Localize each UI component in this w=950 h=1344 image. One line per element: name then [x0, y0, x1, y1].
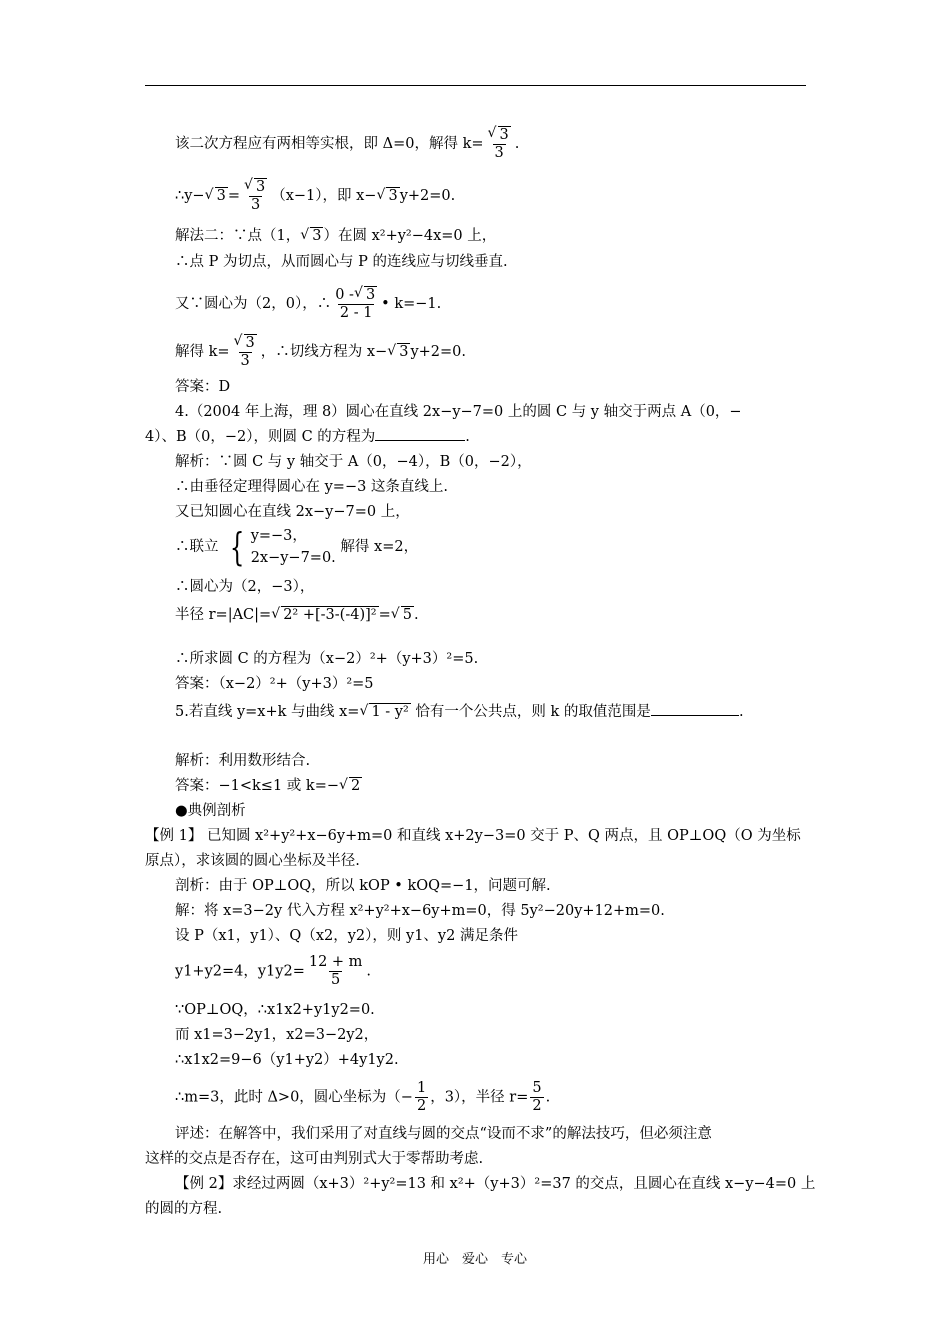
header-rule: [145, 85, 806, 86]
line-15: [175, 603, 419, 627]
sqrt: [235, 334, 257, 352]
sqrt: [301, 224, 323, 248]
line-14: ∴圆心为（2，−3），: [175, 579, 315, 595]
sqrt: [340, 774, 362, 798]
radicand: 2: [351, 778, 361, 794]
numerator: 12 + m: [308, 954, 363, 970]
line-30: ∴x1x2=9−6（y1+y2）+4y1y2.: [175, 1052, 399, 1068]
text: .: [366, 963, 372, 980]
radicand: 3: [388, 188, 398, 204]
text: ）在圆 x²+y²−4x=0 上，: [323, 228, 497, 244]
text: .: [413, 607, 419, 623]
fraction-sqrt3-over-3: [232, 334, 259, 370]
line-12: 又已知圆心在直线 2x−y−7=0 上，: [175, 504, 410, 520]
line-8: 4.（2004 年上海，理 8）圆心在直线 2x−y−7=0 上的圆 C 与 y 轴交于两点 A（0，−: [175, 404, 742, 420]
text: .: [465, 429, 470, 445]
radicand: 3: [216, 188, 226, 204]
denominator: 3: [240, 353, 250, 369]
left-brace: {: [229, 525, 244, 569]
line-35: 的圆的方程.: [145, 1201, 223, 1217]
radicand: 3: [245, 335, 255, 351]
radicand: 3: [399, 344, 409, 360]
line-7: 答案：D: [175, 379, 231, 395]
sqrt: [360, 700, 410, 724]
section-heading: ●典例剖析: [175, 803, 246, 819]
text: 解法二：∵点（1，: [175, 228, 301, 244]
radicand: 3: [255, 179, 266, 195]
denominator: 3: [250, 197, 261, 213]
text: 解得 k=: [175, 344, 230, 360]
fraction-12m-over-5: [307, 954, 365, 989]
line-11: ∴由垂径定理得圆心在 y=−3 这条直线上.: [175, 479, 449, 495]
text: .: [738, 704, 744, 720]
line-29: 而 x1=3−2y1，x2=3−2y2，: [175, 1027, 379, 1043]
line-32: 评述：在解答中，我们采用了对直线与圆的交点“设而不求”的解法技巧，但必须注意: [175, 1126, 712, 1142]
line-1: [175, 126, 519, 162]
text: .: [545, 1089, 551, 1106]
denominator: 3: [494, 145, 504, 161]
fraction-1-over-2: [415, 1080, 428, 1115]
sqrt: [206, 184, 228, 208]
equation-2: 2x−y−7=0.: [250, 550, 336, 566]
sqrt: [245, 178, 267, 196]
sqrt: [388, 340, 410, 364]
line-3: [175, 224, 496, 248]
denominator: 2: [416, 1098, 427, 1114]
text: • k=−1.: [381, 296, 442, 312]
line-2: [175, 178, 455, 214]
text: 恰有一个公共点，则 k 的取值范围是: [415, 704, 651, 720]
line-27: [175, 954, 371, 989]
text: y1+y2=4，y1y2=: [175, 963, 305, 980]
text: （x−1），即 x−: [271, 188, 377, 204]
text: ∴y−: [175, 188, 205, 204]
fraction-slope: [333, 286, 379, 322]
text: 答案：−1<k≤1 或 k=−: [175, 778, 339, 794]
text: =: [227, 188, 240, 204]
line-26: 设 P（x1，y1）、Q（x2，y2），则 y1、y2 满足条件: [175, 928, 518, 944]
text: ，∴切线方程为 x−: [260, 344, 388, 360]
numerator: 5: [532, 1080, 542, 1096]
fraction-sqrt3-over-3: [486, 126, 513, 162]
line-10: 解析：∵圆 C 与 y 轴交于 A（0，−4），B（0，−2），: [175, 454, 532, 470]
line-17: 答案：（x−2）²+（y+3）²=5: [175, 676, 374, 692]
denominator: 5: [331, 972, 341, 988]
fraction-5-over-2: [530, 1080, 543, 1115]
line-9: [145, 425, 470, 449]
line-19: 解析：利用数形结合.: [175, 753, 311, 769]
text: 该二次方程应有两相等实根，即 Δ=0，解得 k=: [175, 136, 484, 152]
radicand: 5: [402, 607, 412, 623]
sqrt: [489, 126, 511, 144]
line-5: [175, 286, 441, 322]
text: 又∵圆心为（2，0），∴: [175, 296, 332, 312]
sqrt: [377, 184, 399, 208]
line-6: [175, 334, 466, 370]
text: ∴联立: [175, 539, 219, 555]
radicand: 3: [365, 287, 376, 303]
sqrt: [392, 603, 414, 627]
line-24: 剖析：由于 OP⊥OQ，所以 kOP • kOQ=−1，问题可解.: [175, 878, 551, 894]
line-18: [175, 700, 744, 724]
line-33: 这样的交点是否存在，这可由判别式大于零帮助考虑.: [145, 1151, 484, 1167]
text: 4）、B（0，−2），则圆 C 的方程为: [145, 429, 376, 445]
radicand: 1 - y²: [371, 704, 409, 720]
line-16: ∴所求圆 C 的方程为（x−2）²+（y+3）²=5.: [175, 651, 479, 667]
equation-1: y=−3，: [250, 528, 307, 544]
text: y+2=0.: [399, 188, 456, 204]
sqrt: [272, 603, 378, 627]
fraction-sqrt3-over-3: [242, 178, 269, 214]
line-22: 【例 1】 已知圆 x²+y²+x−6y+m=0 和直线 x+2y−3=0 交于 P、Q 两点，且 OP⊥OQ（O 为坐标: [145, 828, 801, 844]
numerator: 1: [416, 1080, 427, 1096]
answer-blank[interactable]: [651, 701, 739, 716]
sqrt: [355, 286, 377, 304]
text: 解得 x=2，: [340, 539, 419, 555]
radicand: 2² +[-3-(-4)]²: [283, 607, 377, 623]
text: ∴m=3，此时 Δ>0，圆心坐标为（−: [175, 1089, 413, 1106]
radicand: 3: [499, 127, 509, 143]
answer-blank[interactable]: [375, 426, 465, 441]
denominator: 2: [532, 1098, 542, 1114]
line-31: [175, 1080, 550, 1115]
line-23: 原点），求该圆的圆心坐标及半径.: [145, 853, 360, 869]
text: =: [378, 607, 391, 623]
text: 半径 r=|AC|=: [175, 607, 272, 623]
text: .: [514, 136, 520, 152]
line-13: [175, 525, 418, 569]
radicand: 3: [312, 228, 322, 244]
line-4: ∴点 P 为切点，从而圆心与 P 的连线应与切线垂直.: [175, 254, 508, 270]
line-28: ∵OP⊥OQ，∴x1x2+y1y2=0.: [175, 1002, 375, 1018]
text: y+2=0.: [410, 344, 467, 360]
equation-system: [251, 525, 336, 569]
text: ，3），半径 r=: [430, 1089, 529, 1106]
line-34: 【例 2】求经过两圆（x+3）²+y²=13 和 x²+（y+3）²=37 的交点，且圆心在直线 x−y−4=0 上: [175, 1176, 816, 1192]
page-footer: 用心 爱心 专心: [422, 1252, 527, 1267]
text: 5.若直线 y=x+k 与曲线 x=: [175, 704, 360, 720]
line-20: [175, 774, 362, 798]
line-25: 解：将 x=3−2y 代入方程 x²+y²+x−6y+m=0，得 5y²−20y+12+m=0.: [175, 903, 665, 919]
numerator-text: 0 -: [335, 287, 354, 303]
denominator: 2 - 1: [339, 305, 373, 321]
